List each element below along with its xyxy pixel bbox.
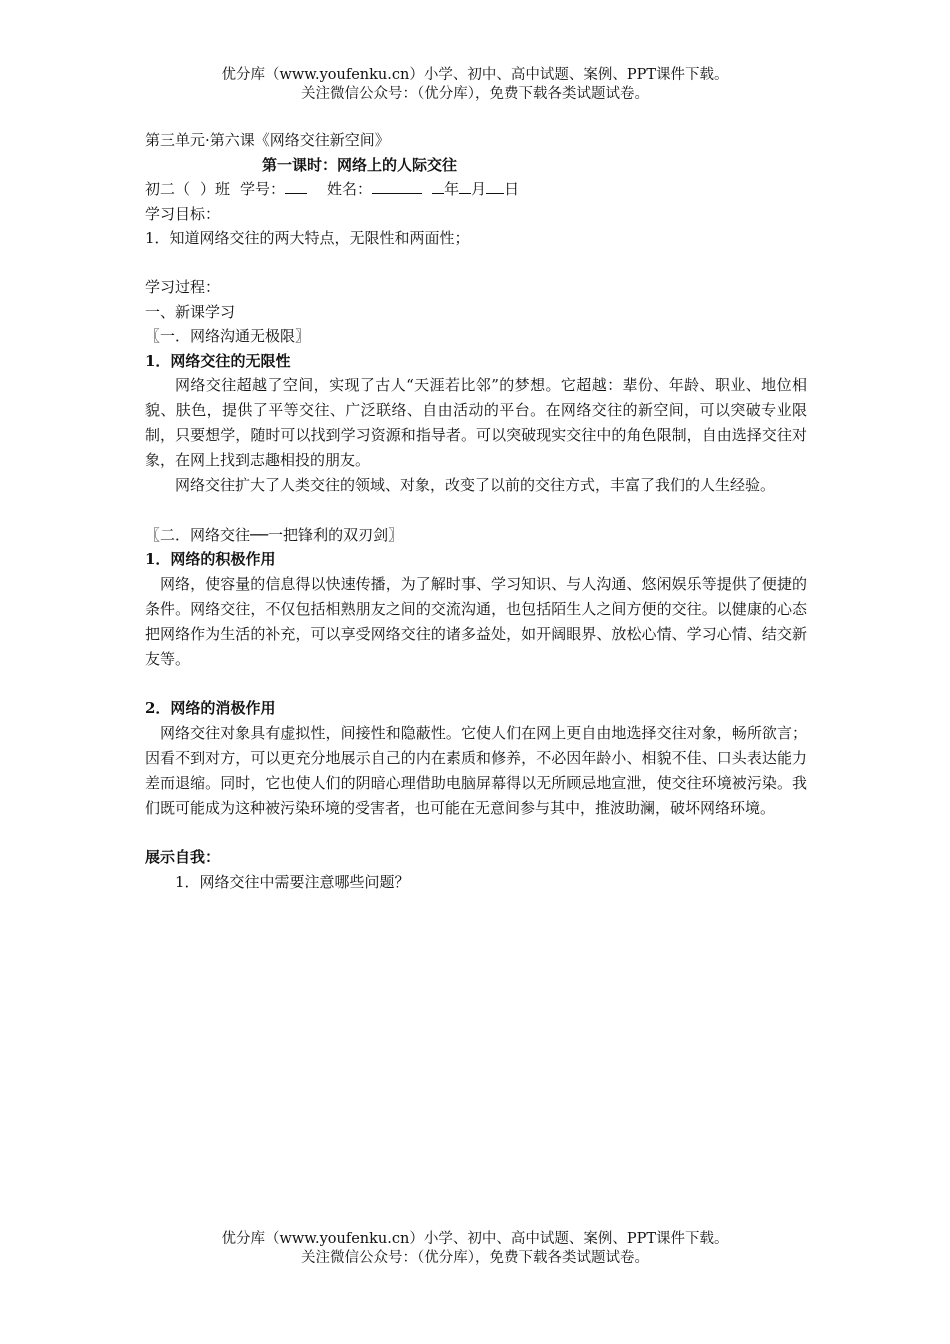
- student-no-label: 学号：: [240, 180, 286, 198]
- grade-label: 初二（: [145, 180, 191, 198]
- footer-line-1: 优分库（www.youfenku.cn）小学、初中、高中试题、案例、PPT课件下载。: [221, 1231, 729, 1247]
- unit-title: 第三单元·第六课《网络交往新空间》: [145, 131, 390, 149]
- part2-subheading-positive: 1．网络的积极作用: [145, 550, 276, 568]
- page-header: [0, 66, 950, 104]
- name-label: 姓名：: [327, 180, 373, 198]
- class-label: ）班: [200, 180, 231, 198]
- show-yourself-label: 展示自我：: [145, 848, 221, 866]
- day-blank: [486, 177, 504, 194]
- footer-line-2: 关注微信公众号：（优分库），免费下载各类试题试卷。: [301, 1250, 649, 1266]
- section-new-lesson: 一、新课学习: [145, 302, 236, 321]
- part2-paragraph-negative: 网络交往对象具有虚拟性，间接性和隐蔽性。它使人们在网上更自由地选择交往对象，畅所欲言；因看不到对方，可以更充分地展示自己的内在素质和修养，不必因年龄小、相貌不佳、口头表达能力差而退缩。同时，它也使人们的阴暗心理借助电脑屏幕得以无所顾忌地宣泄，使交往环境被污染。我们既可能成为这种被污染环境的受害者，也可能在无意间参与其中，推波助澜，破坏网络环境。: [145, 723, 807, 817]
- question-item-1: 1．网络交往中需要注意哪些问题？: [175, 872, 410, 891]
- part2-paragraph-positive: 网络，使容量的信息得以快速传播，为了解时事、学习知识、与人沟通、悠闲娱乐等提供了便捷的条件。网络交往，不仅包括相熟朋友之间的交流沟通，也包括陌生人之间方便的交往。以健康的心态把网络作为生活的补充，可以享受网络交往的诸多益处，如开阔眼界、放松心情、学习心情、结交新友等。: [145, 574, 807, 668]
- student-no-blank: [285, 177, 307, 194]
- student-info-line: [145, 177, 807, 202]
- page-footer: [0, 1230, 950, 1268]
- part2-subheading-negative: 2．网络的消极作用: [145, 699, 276, 717]
- day-label: 日: [504, 180, 520, 198]
- part1-paragraph-2: 网络交往扩大了人类交往的领域、对象，改变了以前的交往方式，丰富了我们的人生经验。: [175, 476, 776, 494]
- lesson-title: 第一课时：网络上的人际交往: [262, 155, 458, 174]
- header-line-1: 优分库（www.youfenku.cn）小学、初中、高中试题、案例、PPT课件下载。: [221, 67, 729, 83]
- part1-heading: 〖一．网络沟通无极限〗: [145, 327, 311, 345]
- objective-item-1: 1．知道网络交往的两大特点，无限性和两面性；: [145, 229, 470, 247]
- part1-subheading: 1．网络交往的无限性: [145, 351, 291, 370]
- part2-heading: 〖二．网络交往──一把锋利的双刃剑〗: [145, 525, 404, 544]
- part1-paragraph-1: 网络交往超越了空间，实现了古人“天涯若比邻”的梦想。它超越：辈份、年龄、职业、地位相貌、肤色，提供了平等交往、广泛联络、自由活动的平台。在网络交往的新空间，可以突破专业限制，只要想学，随时可以找到学习资源和指导者。可以突破现实交往中的角色限制，自由选择交往对象，在网上找到志趣相投的朋友。: [145, 376, 807, 469]
- header-line-2: 关注微信公众号：（优分库），免费下载各类试题试卷。: [301, 86, 649, 102]
- objectives-label: 学习目标：: [145, 204, 221, 223]
- name-blank: [372, 177, 422, 194]
- month-label: 月: [471, 180, 487, 198]
- process-label: 学习过程：: [145, 278, 221, 296]
- year-blank: [432, 177, 444, 194]
- document-body: [145, 128, 807, 894]
- month-blank: [459, 177, 471, 194]
- year-label: 年: [444, 180, 460, 198]
